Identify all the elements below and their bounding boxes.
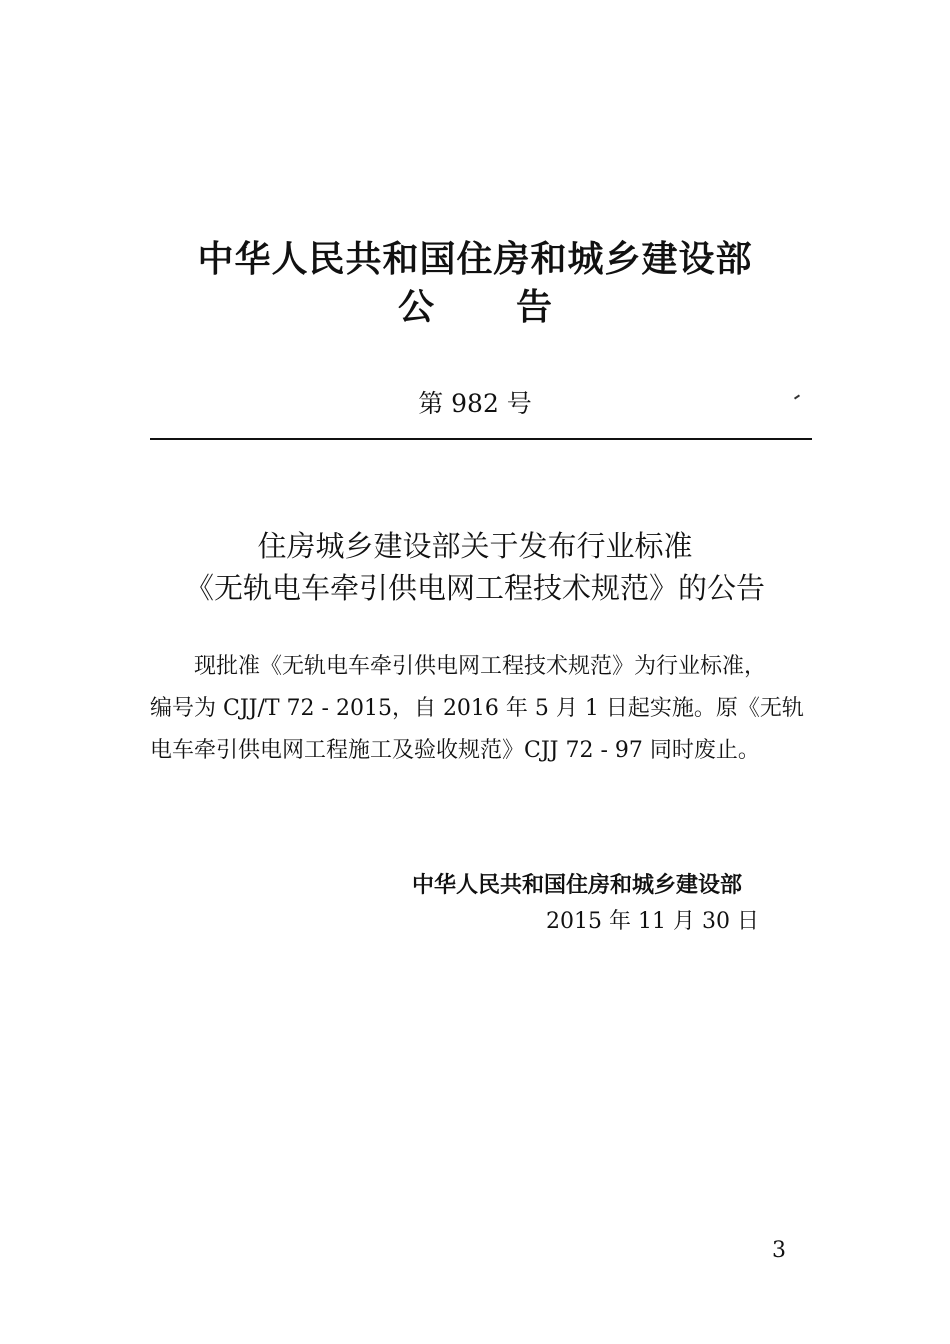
signature-organization: 中华人民共和国住房和城乡建设部 xyxy=(412,873,743,898)
body-line: 现批准《无轨电车牵引供电网工程技术规范》为行业标准， xyxy=(194,654,767,679)
subject-line-2: 《无轨电车牵引供电网工程技术规范》的公告 xyxy=(184,571,765,605)
body-line: 编号为 CJJ/T 72 - 2015，自 2016 年 5 月 1 日起实施。原《无轨 xyxy=(150,696,804,721)
issuer-title: 中华人民共和国住房和城乡建设部 xyxy=(197,239,753,280)
body-line: 电车牵引供电网工程施工及验收规范》CJJ 72 - 97 同时废止。 xyxy=(150,738,760,763)
subject-line-1: 住房城乡建设部关于发布行业标准 xyxy=(257,529,693,563)
notice-heading: 公告 xyxy=(397,287,634,328)
notice-body xyxy=(150,646,814,772)
signature-date: 2015 年 11 月 30 日 xyxy=(546,909,759,934)
header-divider xyxy=(150,438,812,440)
page-number: 3 xyxy=(772,1238,786,1263)
notice-number: 第 982 号 xyxy=(418,389,532,418)
